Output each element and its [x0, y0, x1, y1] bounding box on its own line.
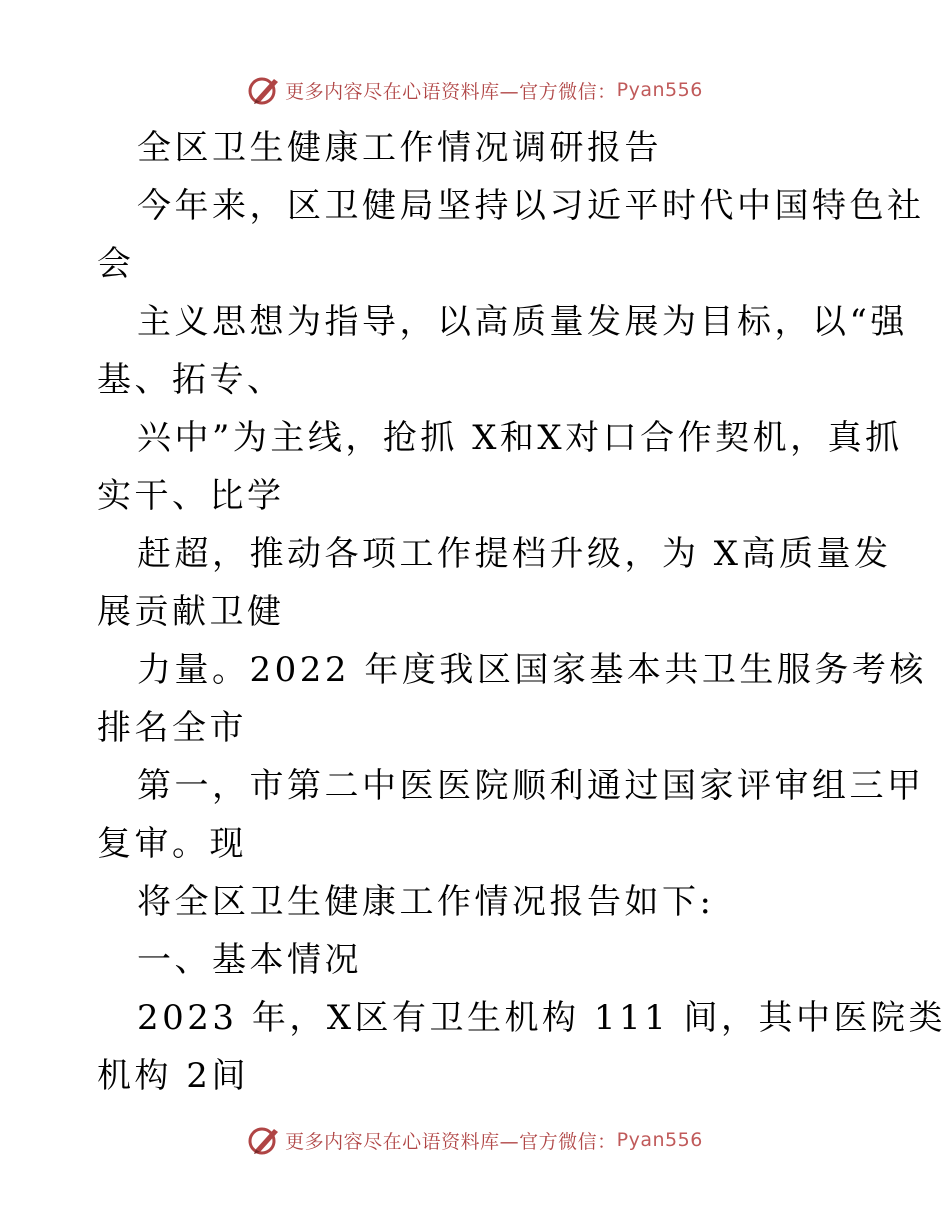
- document-title: 全区卫生健康工作情况调研报告: [137, 128, 662, 168]
- text-line: 机构 2间: [97, 1056, 249, 1096]
- pen-logo-icon: [247, 73, 281, 107]
- section-heading: 一、基本情况: [137, 940, 362, 980]
- pen-logo-icon: [247, 1123, 281, 1157]
- watermark-wechat-id: Pyan556: [616, 1129, 703, 1151]
- text-line: 基、拓专、: [97, 360, 285, 400]
- watermark-text: 更多内容尽在心语资料库—官方微信：: [285, 1130, 617, 1153]
- text-line: 2023 年，X区有卫生机构 111 间，其中医院类: [137, 998, 947, 1038]
- text-line: 实干、比学: [97, 476, 285, 516]
- watermark-wechat-id: Pyan556: [616, 79, 703, 101]
- text-line: 兴中”为主线，抢抓 X和X对口合作契机，真抓: [137, 418, 903, 458]
- text-line: 复审。现: [97, 824, 247, 864]
- text-line: 今年来，区卫健局坚持以习近平时代中国特色社: [137, 186, 925, 226]
- text-line: 排名全市: [97, 708, 247, 748]
- watermark-text: 更多内容尽在心语资料库—官方微信：: [285, 80, 617, 103]
- text-line: 第一，市第二中医医院顺利通过国家评审组三甲: [137, 766, 925, 806]
- text-line: 展贡献卫健: [97, 592, 285, 632]
- text-line: 赶超，推动各项工作提档升级，为 X高质量发: [137, 534, 892, 574]
- text-line: 会: [97, 244, 135, 284]
- watermark-header: [0, 70, 950, 110]
- watermark-footer: [0, 1120, 950, 1160]
- text-line: 将全区卫生健康工作情况报告如下:: [137, 882, 715, 922]
- text-line: 力量。2022 年度我区国家基本共卫生服务考核: [137, 650, 927, 690]
- text-line: 主义思想为指导，以高质量发展为目标，以“强: [137, 302, 908, 342]
